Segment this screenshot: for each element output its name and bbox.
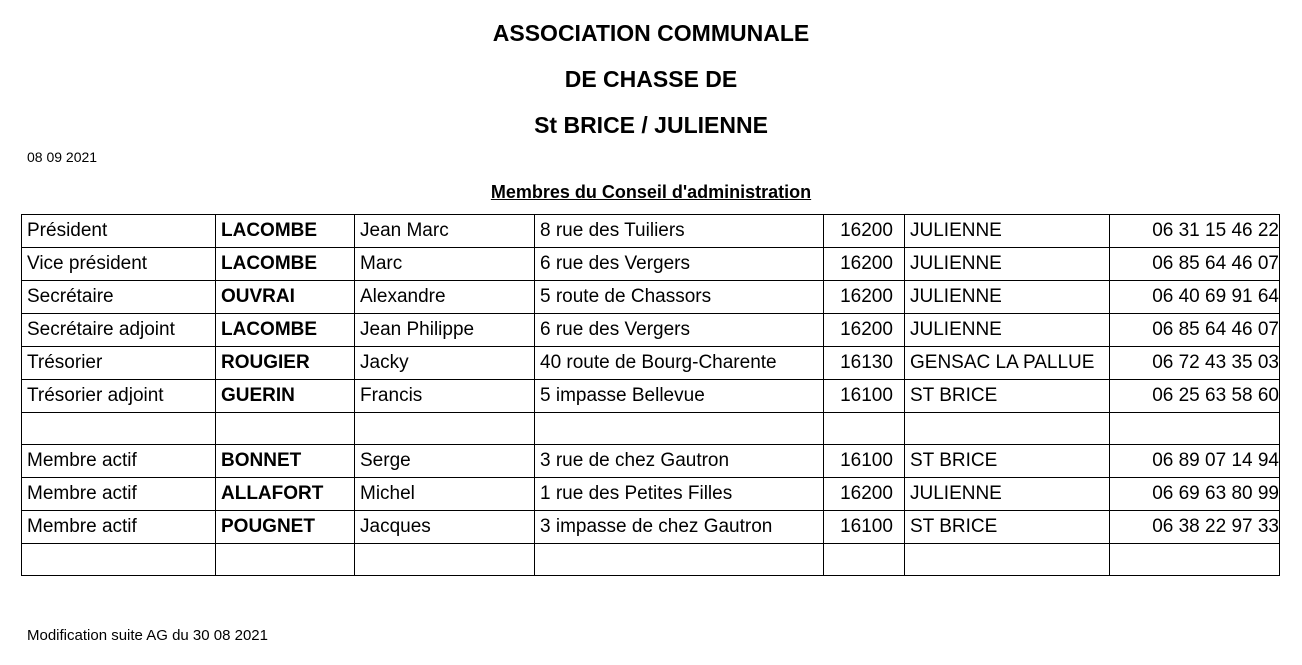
address-cell bbox=[535, 413, 824, 445]
table-row bbox=[22, 281, 1280, 314]
address-cell: 8 rue des Tuiliers bbox=[535, 215, 824, 248]
postal-code-cell: 16200 bbox=[824, 281, 905, 314]
address-cell: 5 route de Chassors bbox=[535, 281, 824, 314]
address-cell: 6 rue des Vergers bbox=[535, 248, 824, 281]
table-row bbox=[22, 445, 1280, 478]
last-name-cell: ALLAFORT bbox=[216, 478, 355, 511]
phone-cell: 06 38 22 97 33 bbox=[1110, 511, 1280, 544]
phone-cell: 06 85 64 46 07 bbox=[1110, 314, 1280, 347]
first-name-cell: Serge bbox=[355, 445, 535, 478]
address-cell: 1 rue des Petites Filles bbox=[535, 478, 824, 511]
table-row bbox=[22, 347, 1280, 380]
role-cell: Secrétaire bbox=[22, 281, 216, 314]
postal-code-cell bbox=[824, 413, 905, 445]
city-cell bbox=[905, 544, 1110, 576]
title-line-2: DE CHASSE DE bbox=[564, 66, 738, 92]
first-name-cell bbox=[355, 544, 535, 576]
phone-cell bbox=[1110, 413, 1280, 445]
first-name-cell bbox=[355, 413, 535, 445]
role-cell: Membre actif bbox=[22, 445, 216, 478]
city-cell: JULIENNE bbox=[905, 478, 1110, 511]
postal-code-cell: 16130 bbox=[824, 347, 905, 380]
phone-cell: 06 72 43 35 03 bbox=[1110, 347, 1280, 380]
first-name-cell: Jacky bbox=[355, 347, 535, 380]
table-row bbox=[22, 215, 1280, 248]
table-row bbox=[22, 478, 1280, 511]
first-name-cell: Michel bbox=[355, 478, 535, 511]
postal-code-cell: 16200 bbox=[824, 248, 905, 281]
role-cell: Président bbox=[22, 215, 216, 248]
address-cell: 6 rue des Vergers bbox=[535, 314, 824, 347]
phone-cell: 06 89 07 14 94 bbox=[1110, 445, 1280, 478]
role-cell bbox=[22, 413, 216, 445]
table-row bbox=[22, 314, 1280, 347]
phone-cell: 06 31 15 46 22 bbox=[1110, 215, 1280, 248]
role-cell: Vice président bbox=[22, 248, 216, 281]
role-cell: Trésorier adjoint bbox=[22, 380, 216, 413]
role-cell: Trésorier bbox=[22, 347, 216, 380]
postal-code-cell: 16100 bbox=[824, 380, 905, 413]
postal-code-cell: 16100 bbox=[824, 511, 905, 544]
last-name-cell bbox=[216, 413, 355, 445]
table-row bbox=[22, 544, 1280, 576]
phone-cell: 06 69 63 80 99 bbox=[1110, 478, 1280, 511]
members-table bbox=[21, 214, 1280, 576]
phone-cell: 06 85 64 46 07 bbox=[1110, 248, 1280, 281]
address-cell: 5 impasse Bellevue bbox=[535, 380, 824, 413]
document-date: 08 09 2021 bbox=[27, 149, 98, 165]
city-cell: JULIENNE bbox=[905, 314, 1110, 347]
last-name-cell: ROUGIER bbox=[216, 347, 355, 380]
city-cell: ST BRICE bbox=[905, 380, 1110, 413]
first-name-cell: Jean Philippe bbox=[355, 314, 535, 347]
last-name-cell: LACOMBE bbox=[216, 314, 355, 347]
table-row bbox=[22, 413, 1280, 445]
table-subtitle: Membres du Conseil d'administration bbox=[490, 182, 812, 202]
address-cell: 3 rue de chez Gautron bbox=[535, 445, 824, 478]
title-line-1: ASSOCIATION COMMUNALE bbox=[492, 20, 810, 46]
city-cell: JULIENNE bbox=[905, 281, 1110, 314]
first-name-cell: Jacques bbox=[355, 511, 535, 544]
postal-code-cell: 16100 bbox=[824, 445, 905, 478]
role-cell bbox=[22, 544, 216, 576]
first-name-cell: Marc bbox=[355, 248, 535, 281]
city-cell: JULIENNE bbox=[905, 248, 1110, 281]
last-name-cell: BONNET bbox=[216, 445, 355, 478]
city-cell bbox=[905, 413, 1110, 445]
last-name-cell: OUVRAI bbox=[216, 281, 355, 314]
table-row bbox=[22, 511, 1280, 544]
postal-code-cell: 16200 bbox=[824, 215, 905, 248]
role-cell: Membre actif bbox=[22, 511, 216, 544]
first-name-cell: Francis bbox=[355, 380, 535, 413]
last-name-cell: POUGNET bbox=[216, 511, 355, 544]
last-name-cell: LACOMBE bbox=[216, 215, 355, 248]
last-name-cell: GUERIN bbox=[216, 380, 355, 413]
first-name-cell: Jean Marc bbox=[355, 215, 535, 248]
last-name-cell: LACOMBE bbox=[216, 248, 355, 281]
postal-code-cell bbox=[824, 544, 905, 576]
phone-cell: 06 25 63 58 60 bbox=[1110, 380, 1280, 413]
address-cell bbox=[535, 544, 824, 576]
role-cell: Membre actif bbox=[22, 478, 216, 511]
members-table-body bbox=[22, 215, 1280, 576]
table-row bbox=[22, 248, 1280, 281]
title-line-3: St BRICE / JULIENNE bbox=[534, 112, 768, 138]
city-cell: ST BRICE bbox=[905, 445, 1110, 478]
city-cell: GENSAC LA PALLUE bbox=[905, 347, 1110, 380]
address-cell: 40 route de Bourg-Charente bbox=[535, 347, 824, 380]
address-cell: 3 impasse de chez Gautron bbox=[535, 511, 824, 544]
first-name-cell: Alexandre bbox=[355, 281, 535, 314]
postal-code-cell: 16200 bbox=[824, 314, 905, 347]
phone-cell: 06 40 69 91 64 bbox=[1110, 281, 1280, 314]
postal-code-cell: 16200 bbox=[824, 478, 905, 511]
table-row bbox=[22, 380, 1280, 413]
role-cell: Secrétaire adjoint bbox=[22, 314, 216, 347]
city-cell: JULIENNE bbox=[905, 215, 1110, 248]
phone-cell bbox=[1110, 544, 1280, 576]
city-cell: ST BRICE bbox=[905, 511, 1110, 544]
footer-note: Modification suite AG du 30 08 2021 bbox=[27, 627, 268, 644]
last-name-cell bbox=[216, 544, 355, 576]
